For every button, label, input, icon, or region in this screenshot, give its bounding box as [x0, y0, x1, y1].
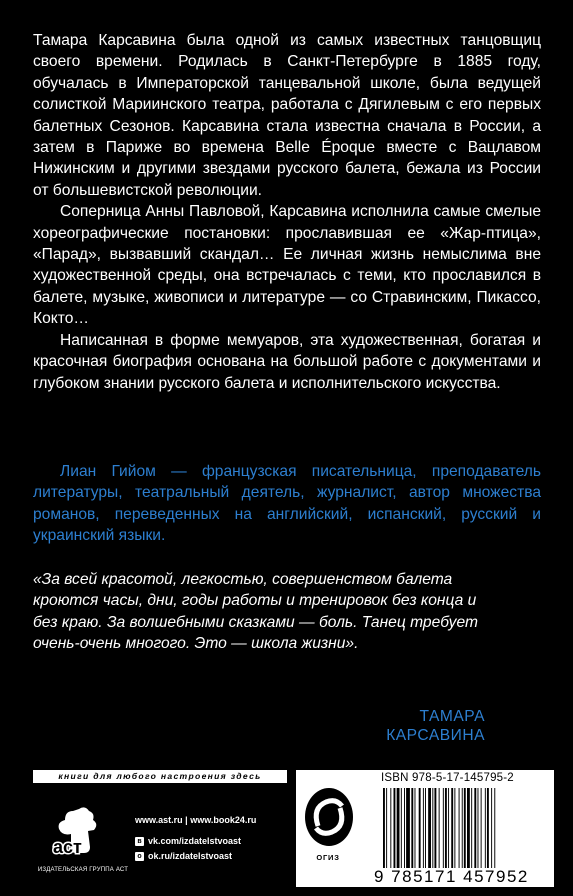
quote	[33, 569, 503, 655]
isbn-number: ISBN 978-5-17-145795-2	[381, 772, 514, 784]
barcode-digits: 9 785171 457952	[374, 867, 529, 886]
publisher-group-name: ИЗДАТЕЛЬСКАЯ ГРУППА АСТ	[37, 867, 129, 873]
description-paragraph-2: Соперница Анны Павловой, Карсавина исполнила самые смелые хореографические постановки: прославившая ее «Жар-птица», «Парад», вызвавший скандал… Ее личная жизнь немыслима вне художественной среды, она встречалась с теми, кто прославился в балете, музыке, живописи и литературе — со Стравинским, Пикассо, Кокто…	[33, 203, 541, 328]
barcode-icon	[381, 788, 549, 868]
barcode-panel	[296, 770, 554, 887]
description-paragraph-3: Написанная в форме мемуаров, эта художественная, богатая и красочная биография основана на большой работе с документами и глубоком знании русского балета и исполнительского искусства.	[33, 331, 541, 392]
ok-row	[135, 849, 256, 864]
signature-first-name: ТАМАРА	[419, 708, 485, 725]
vk-link[interactable]: vk.com/izdatelstvoast	[148, 836, 242, 846]
vk-icon: в	[135, 837, 144, 846]
quote-text: «За всей красотой, легкостью, совершенством балета кроются часы, дни, годы работы и тренировок без конца и без краю. За волшебными сказками — боль. Танец требует очень-очень многого. Это — школа жизни».	[33, 571, 478, 653]
ast-logo-text: аст	[53, 837, 82, 857]
author-bio: Лиан Гийом — французская писательница, преподаватель литературы, театральный деятель, журналист, автор множества романов, переведенных на английский, испанский, русский и украинский языки.	[33, 463, 541, 545]
publisher-links	[135, 813, 256, 864]
websites-link[interactable]: www.ast.ru | www.book24.ru	[135, 815, 257, 825]
publisher-block	[33, 783, 287, 888]
quote-signature	[386, 707, 485, 745]
ok-link[interactable]: ok.ru/izdatelstvoast	[148, 851, 233, 861]
signature-last-name: КАРСАВИНА	[386, 727, 485, 744]
ok-icon: о	[135, 852, 144, 861]
description-paragraph-1: Тамара Карсавина была одной из самых известных танцовщиц своего времени. Родилась в Санкт-Петербурге в 1885 году, обучалась в Императорской танцевальной школе, была ведущей солисткой Мариинского театра, работала с Дягилевым с его первых балетных Сезонов. Карсавина стала известна сначала в России, а затем в Париже во времена Belle Époque вместе с Вацлавом Нижинским и другими звездами русского балета, бежала из России от большевистской революции.	[33, 32, 541, 199]
vk-row	[135, 834, 256, 849]
book-description	[33, 30, 541, 394]
websites-row	[135, 813, 256, 828]
publisher-tagline: книги для любого настроения здесь	[33, 770, 287, 783]
ogiz-logo-icon	[304, 786, 354, 848]
ogiz-label: ОГИЗ	[316, 853, 340, 862]
ast-logo-icon	[49, 803, 105, 859]
